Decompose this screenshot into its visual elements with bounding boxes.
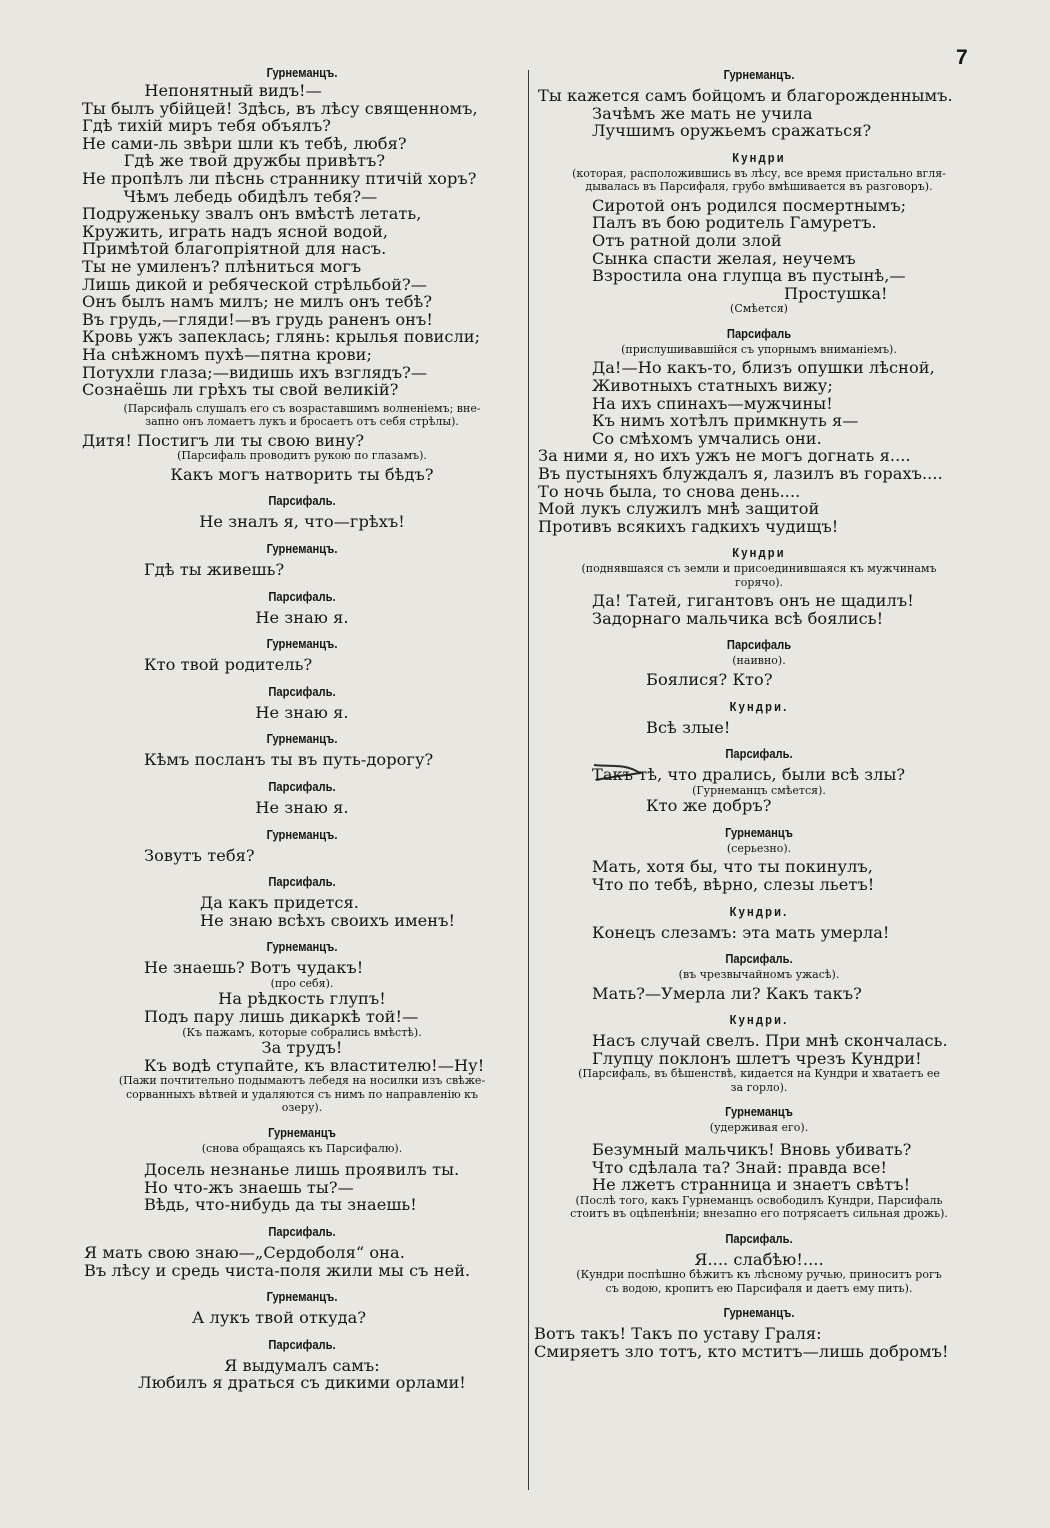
verse-line: То ночь была, то снова день.... xyxy=(538,481,801,501)
verse-line: Зовутъ тебя? xyxy=(144,845,255,865)
verse-line: Сиротой онъ родился посмертнымъ; xyxy=(592,195,907,215)
right-column xyxy=(534,66,984,1360)
verse-line: Палъ въ бою родитель Гамуретъ. xyxy=(592,213,877,233)
verse-line: Дитя! Постигъ ли ты свою вину? xyxy=(82,430,365,450)
speaker: Кундри. xyxy=(729,1012,789,1028)
verse-line: Кружить, играть надъ ясной водой, xyxy=(82,221,389,241)
verse-line: Не пропѣлъ ли пѣснь страннику птичій хоръ? xyxy=(82,168,477,188)
speaker: Парсифаль. xyxy=(268,1224,336,1240)
stage-direction: (которая, расположившись въ лѣсу, все время пристально вгля- дывалась въ Парсифаля, грубо вмѣшивается въ разговоръ). xyxy=(572,166,946,194)
stage-direction: (Пажи почтительно подымаютъ лебедя на носилки изъ свѣже- сорванныхъ вѣтвей и удаляются съ нимъ по направленію къ озеру). xyxy=(118,1074,486,1115)
stage-direction: (серьезно). xyxy=(726,841,792,855)
verse-line: Что по тебѣ, вѣрно, слезы льетъ! xyxy=(592,874,875,894)
verse-line: Лишь дикой и ребяческой стрѣльбой?— xyxy=(82,274,427,294)
stage-direction: (поднявшаяся съ земли и присоединившаяся къ мужчинамъ горячо). xyxy=(581,562,937,589)
stage-direction: (Парсифаль проводитъ рукою по глазамъ). xyxy=(177,449,427,463)
verse-line: Сынка спасти желая, неучемъ xyxy=(592,248,856,268)
verse-line: Задорнаго мальчика всѣ боялись! xyxy=(592,608,884,628)
verse-line: Да!—Но какъ-то, близъ опушки лѣсной, xyxy=(592,358,935,378)
verse-line: Подруженьку звалъ онъ вмѣстѣ летать, xyxy=(82,204,422,224)
verse-line: Смиряетъ зло тотъ, кто мститъ—лишь добромъ! xyxy=(534,1341,949,1361)
stage-direction: (удерживая его). xyxy=(709,1121,809,1135)
speaker: Кундри xyxy=(732,545,786,561)
verse-line: Подъ пару лишь дикаркѣ той!— xyxy=(144,1007,419,1026)
verse-line: Животныхъ статныхъ вижу; xyxy=(592,375,833,395)
verse-line: Кровь ужъ запеклась; глянь: крылья повисли; xyxy=(82,327,481,347)
verse-line: Глупцу поклонъ шлетъ чрезъ Кундри! xyxy=(592,1048,922,1068)
speaker: Гурнеманцъ. xyxy=(266,939,338,955)
verse-line: На ихъ спинахъ—мужчины! xyxy=(592,393,833,413)
stage-direction: (Гурнеманцъ смѣется). xyxy=(692,783,826,797)
verse-line: Къ водѣ ступайте, къ властителю!—Ну! xyxy=(144,1055,485,1075)
verse-line: Ты кажется самъ бойцомъ и благорожденнымъ. xyxy=(538,86,953,105)
verse-line: Онъ былъ намъ милъ; не милъ онъ тебѣ? xyxy=(82,292,433,312)
verse-line: Зачѣмъ же мать не учила xyxy=(592,103,813,123)
verse-line: Не знаю я. xyxy=(255,607,349,627)
verse-line: Чѣмъ лебедь обидѣлъ тебя?— xyxy=(82,186,378,206)
speaker: Парсифаль. xyxy=(725,1230,793,1246)
verse-line: Лучшимъ оружьемъ сражаться? xyxy=(592,121,872,141)
verse-line: Мать?—Умерла ли? Какъ такъ? xyxy=(592,983,862,1003)
speaker: Парсифаль. xyxy=(725,951,793,967)
verse-line: Не знаю всѣхъ своихъ именъ! xyxy=(200,910,456,930)
verse-line: Гдѣ тихій миръ тебя объялъ? xyxy=(82,116,332,136)
verse-line: На рѣдкость глупъ! xyxy=(218,989,386,1009)
verse-line: Въ пустыняхъ блуждалъ я, лазилъ въ горахъ.... xyxy=(538,463,943,483)
verse-line: Любилъ я драться съ дикими орлами! xyxy=(138,1373,466,1393)
verse-line: Я выдумалъ самъ: xyxy=(224,1355,380,1375)
speech xyxy=(82,82,522,399)
speaker: Парсифаль xyxy=(726,325,792,341)
verse-line: Не знаю я. xyxy=(255,797,349,817)
stage-direction: (Смѣется) xyxy=(730,302,788,316)
speaker: Кундри. xyxy=(729,903,789,919)
stage-direction: (Кундри поспѣшно бѣжитъ къ лѣсному ручью, приноситъ рогъ съ водою, кропитъ ею Парсифаля и даетъ ему пить). xyxy=(576,1268,942,1295)
speaker: Парсифаль. xyxy=(268,874,336,890)
verse-line: Всѣ злые! xyxy=(646,717,731,737)
verse-line: Гдѣ же твой дружбы привѣтъ? xyxy=(82,151,386,171)
stage-direction: (Къ пажамъ, которые собрались вмѣстѣ). xyxy=(182,1025,422,1039)
verse-line: Какъ могъ натворить ты бѣдъ? xyxy=(170,464,434,484)
speaker: Парсифаль. xyxy=(268,493,336,509)
verse-line: Не лжетъ странница и знаетъ свѣтъ! xyxy=(592,1175,911,1195)
verse-line: Мой лукъ служилъ мнѣ защитой xyxy=(538,499,820,519)
stage-direction: (прислушивавшійся съ упорнымъ вниманіемъ). xyxy=(621,342,897,356)
speaker: Гурнеманцъ xyxy=(725,1104,793,1120)
page-number: 7 xyxy=(956,46,968,69)
verse-line: Ты не умиленъ? плѣниться могъ xyxy=(82,256,362,276)
column-divider xyxy=(528,70,529,1490)
verse-line: Ты былъ убійцей! Здѣсь, въ лѣсу священномъ, xyxy=(82,98,478,118)
verse-line: Въ лѣсу и средь чиста-поля жили мы съ ней. xyxy=(84,1260,471,1280)
verse-line: Не знаю я. xyxy=(255,702,349,722)
speaker: Парсифаль. xyxy=(725,746,793,762)
verse-line: Гдѣ ты живешь? xyxy=(144,559,285,579)
verse-line: Мать, хотя бы, что ты покинулъ, xyxy=(592,857,873,877)
verse-line: Кѣмъ посланъ ты въ путь-дорогу? xyxy=(144,750,434,770)
verse-line: Конецъ слезамъ: эта мать умерла! xyxy=(592,922,890,942)
verse-line: Но что-жъ знаешь ты?— xyxy=(144,1177,354,1197)
verse-line: На снѣжномъ пухѣ—пятна крови; xyxy=(82,344,372,364)
left-column xyxy=(82,64,522,1392)
verse-line: Въ грудь,—гляди!—въ грудь раненъ онъ! xyxy=(82,309,433,329)
verse-line: За трудъ! xyxy=(261,1038,343,1058)
speaker: Гурнеманцъ. xyxy=(266,65,338,80)
verse-line: Кто же добръ? xyxy=(646,796,772,816)
verse-line: Я.... слабѣю!.... xyxy=(694,1249,824,1269)
verse-line: Безумный мальчикъ! Вновь убивать? xyxy=(592,1139,912,1159)
verse-line: Насъ случай свелъ. При мнѣ скончалась. xyxy=(592,1031,948,1051)
verse-line: Да какъ придется. xyxy=(200,893,360,913)
verse-line: Простушка! xyxy=(784,283,888,303)
verse-line: Вѣдь, что-нибудь да ты знаешь! xyxy=(144,1195,417,1215)
speaker: Гурнеманцъ. xyxy=(266,540,338,556)
speaker: Парсифаль. xyxy=(268,778,336,794)
verse-line: Досель незнанье лишь проявилъ ты. xyxy=(144,1160,460,1180)
verse-line: Непонятный видъ!— xyxy=(82,81,322,100)
speaker: Кундри xyxy=(732,149,786,165)
verse-line: Я мать свою знаю—„Сердоболя“ она. xyxy=(84,1243,405,1263)
speaker: Гурнеманцъ. xyxy=(723,1305,795,1321)
stage-direction: (Послѣ того, какъ Гурнеманцъ освободилъ Кундри, Парсифаль стоитъ въ оцѣпенѣніи; внезапно его потрясаетъ сильная дрожь). xyxy=(570,1193,948,1221)
speaker: Кундри. xyxy=(729,698,789,714)
verse-line: Къ нимъ хотѣлъ примкнуть я— xyxy=(592,411,859,431)
speaker: Парсифаль xyxy=(726,637,792,653)
verse-line: Сознаёшь ли грѣхъ ты свой великій? xyxy=(82,380,399,400)
stage-direction: (наивно). xyxy=(732,654,786,668)
speaker: Гурнеманцъ. xyxy=(266,826,338,842)
verse-line: За ними я, но ихъ ужъ не могъ догнать я.... xyxy=(538,446,911,466)
verse-line: Со смѣхомъ умчались они. xyxy=(592,428,822,448)
stage-direction: (Парсифаль слушалъ его съ возраставшимъ волненіемъ; вне- запно онъ ломаетъ лукъ и бросаетъ отъ себя стрѣлы). xyxy=(123,401,481,429)
verse-line: Не зналъ я, что—грѣхъ! xyxy=(199,512,405,532)
verse-line: Отъ ратной доли злой xyxy=(592,230,782,250)
stage-direction: (въ чрезвычайномъ ужасѣ). xyxy=(678,968,840,982)
verse-line: Потухли глаза;—видишь ихъ взглядъ?— xyxy=(82,362,428,382)
speaker: Гурнеманцъ. xyxy=(266,1289,338,1305)
stage-direction: (Парсифаль, въ бѣшенствѣ, кидается на Кундри и хватаетъ ее за горло). xyxy=(578,1067,940,1094)
verse-line: Взростила она глупца въ пустынѣ,— xyxy=(592,266,906,286)
speaker: Гурнеманцъ. xyxy=(266,636,338,652)
verse-line: Противъ всякихъ гадкихъ чудищъ! xyxy=(538,516,839,536)
verse-line: Такъ тѣ, что дрались, были всѣ злы? xyxy=(592,765,906,785)
verse-line: Не знаешь? Вотъ чудакъ! xyxy=(144,958,364,978)
verse-line: Примѣтой благопріятной для насъ. xyxy=(82,239,387,259)
stage-direction: (про себя). xyxy=(270,976,334,990)
verse-line: Не сами-ль звѣри шли къ тебѣ, любя? xyxy=(82,133,407,153)
speaker: Гурнеманцъ. xyxy=(723,67,795,82)
verse-line: Да! Татей, гигантовъ онъ не щадилъ! xyxy=(592,591,914,611)
speaker: Парсифаль. xyxy=(268,588,336,604)
stage-direction: (снова обращаясь къ Парсифалю). xyxy=(201,1141,403,1155)
verse-line: Вотъ такъ! Такъ по уставу Граля: xyxy=(534,1324,822,1344)
verse-line: А лукъ твой откуда? xyxy=(192,1308,367,1328)
speaker: Гурнеманцъ xyxy=(725,824,793,840)
verse-line: Что сдѣлала та? Знай: правда все! xyxy=(592,1157,888,1177)
speaker: Парсифаль. xyxy=(268,683,336,699)
verse-line: Боялися? Кто? xyxy=(646,669,773,689)
speaker: Гурнеманцъ xyxy=(268,1124,336,1140)
verse-line: Кто твой родитель? xyxy=(144,655,313,675)
speaker: Парсифаль. xyxy=(268,1336,336,1352)
speaker: Гурнеманцъ. xyxy=(266,731,338,747)
